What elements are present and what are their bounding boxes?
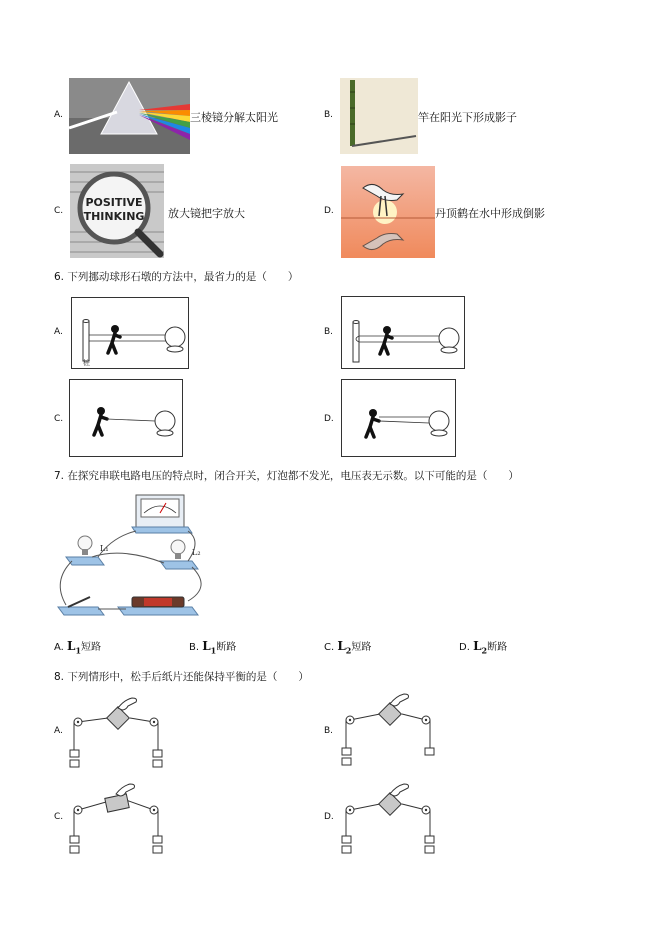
q6-option-c-letter: C. (54, 414, 64, 424)
crane-image (341, 166, 435, 258)
q8-stem: 8. 下列情形中，松手后纸片还能保持平衡的是（ ） (54, 671, 309, 683)
circuit-diagram (52, 491, 208, 619)
q6-figure-c (69, 379, 183, 457)
q6-figure-b (341, 296, 465, 369)
q8-option-a-letter: A. (54, 726, 63, 736)
q6-option-b-letter: B. (324, 327, 334, 337)
q8-figure-d (340, 780, 436, 860)
q6-figure-d (341, 379, 456, 457)
q6-figure-a (71, 297, 189, 369)
bulb-l2-label: L₂ (192, 548, 201, 557)
q7-option-d: D. $L_2$断路 (459, 639, 508, 656)
q7-option-c: C. $L_2$短路 (324, 639, 372, 656)
q8-option-b-letter: B. (324, 726, 334, 736)
q5-option-a-text: 三棱镜分解太阳光 (190, 111, 278, 124)
q7-option-a: A. $L_1$短路 (54, 639, 102, 656)
q6-post-label: 桩 (83, 359, 90, 367)
q5-option-c-letter: C. (54, 206, 64, 216)
q7-option-b: B. $L_1$断路 (189, 639, 237, 656)
q5-option-d-letter: D. (324, 206, 334, 216)
pole-shadow-image (340, 78, 418, 154)
q8-option-c-letter: C. (54, 812, 64, 822)
q8-option-d-letter: D. (324, 812, 334, 822)
bulb-l1-label: L₁ (100, 544, 109, 553)
q5-option-c-text: 放大镜把字放大 (168, 207, 245, 220)
sign-line1: POSITIVE (85, 196, 143, 209)
q5-option-d-text: 丹顶鹤在水中形成倒影 (435, 207, 545, 220)
q7-stem: 7. 在探究串联电路电压的特点时，闭合开关，灯泡都不发光，电压表无示数。以下可能的是（ ） (54, 470, 519, 482)
sign-line2: THINKING (83, 210, 145, 223)
q6-option-d-letter: D. (324, 414, 334, 424)
q8-figure-a (68, 692, 164, 772)
q6-stem: 6. 下列挪动球形石墩的方法中，最省力的是（ ） (54, 271, 299, 283)
magnifier-image (70, 164, 164, 258)
q8-figure-c (68, 780, 164, 860)
q8-figure-b (340, 692, 436, 772)
q5-option-b-text: 竿在阳光下形成影子 (418, 111, 517, 124)
q6-option-a-letter: A. (54, 327, 63, 337)
prism-image (69, 78, 190, 154)
q5-option-b-letter: B. (324, 110, 334, 120)
q5-option-a-letter: A. (54, 110, 63, 120)
